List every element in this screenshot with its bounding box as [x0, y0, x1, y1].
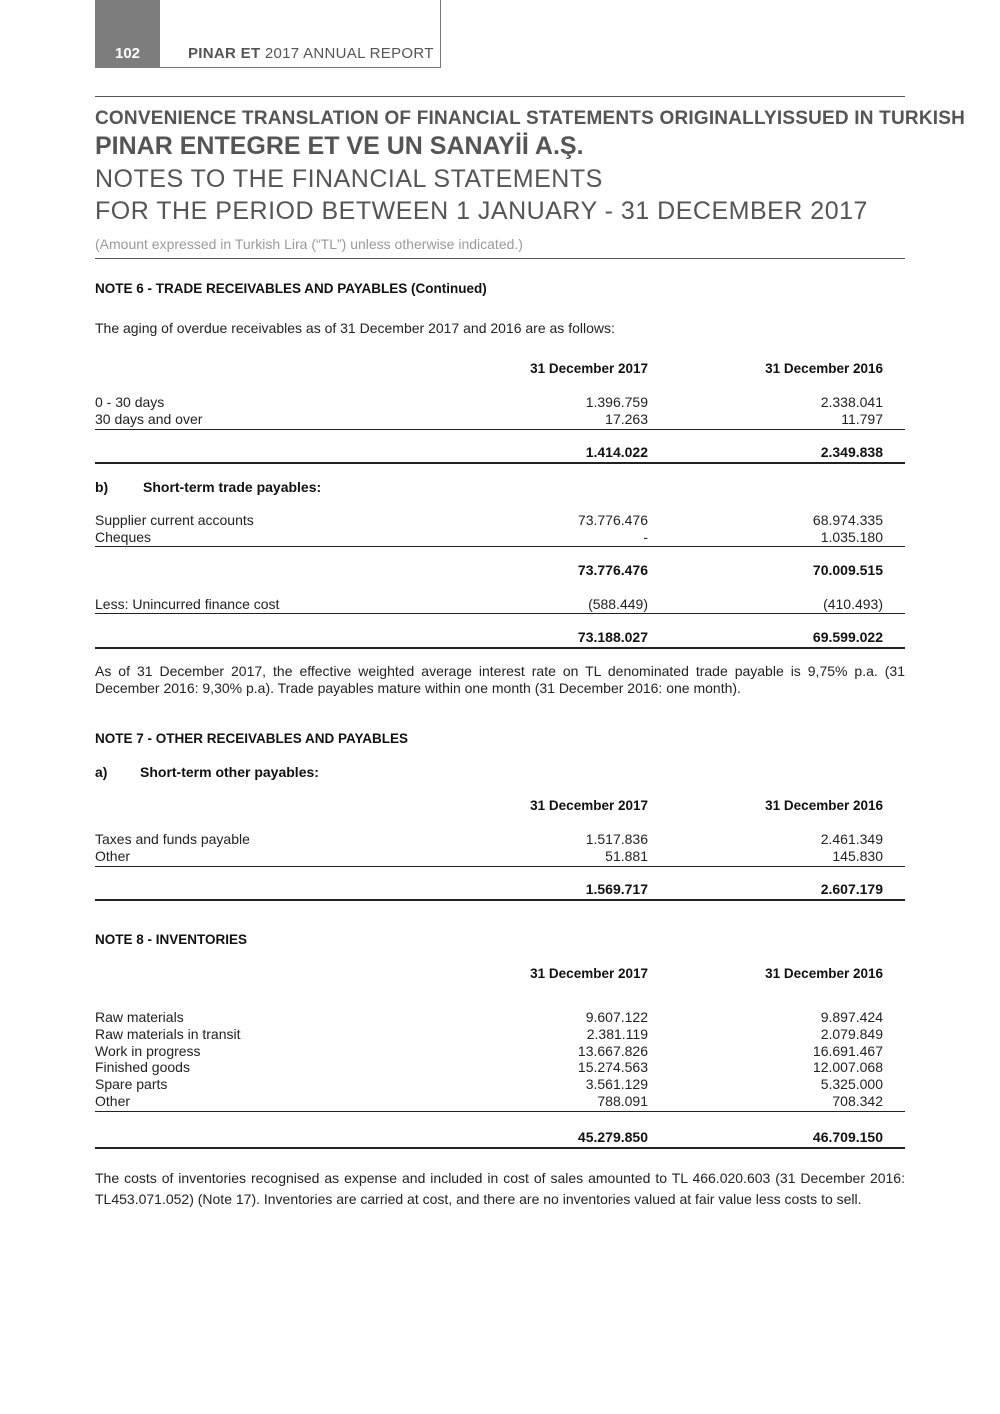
value-2017: 2.381.119: [586, 1026, 648, 1042]
table-divider: [95, 866, 905, 867]
total-2017: 45.279.850: [577, 1129, 648, 1145]
value-2017: 13.667.826: [577, 1043, 648, 1059]
total-2017: 1.569.717: [585, 881, 648, 897]
note6-footnote: As of 31 December 2017, the effective weighted average interest rate on TL denominated trade payable is 9,75% p.a. (31 December 2016: 9,30% p.a). Trade payables mature within one month (31 December 2016: one month).: [95, 663, 905, 696]
total-row: [95, 629, 905, 646]
note8-footnote: The costs of inventories recognised as expense and included in cost of sales amounted to TL 466.020.603 (31 December 2016: TL453.071.052) (Note 17). Inventories are carried at cost, and there are no inventories valued at fair value less costs to sell.: [95, 1170, 905, 1207]
table-row: [95, 1009, 905, 1026]
table-divider: [95, 429, 905, 430]
total-2016: 2.607.179: [820, 881, 883, 897]
report-title-text: 2017 ANNUAL REPORT: [264, 45, 434, 62]
sub-title: Short-term other payables:: [140, 764, 319, 780]
col-header-2016: 31 December 2016: [765, 798, 883, 813]
table-divider: [95, 613, 905, 614]
value-2016: 68.974.335: [812, 512, 883, 528]
value-2017: (588.449): [588, 596, 648, 612]
table-row: [95, 1059, 905, 1076]
row-label: Other: [95, 1093, 131, 1109]
value-2016: 708.342: [832, 1093, 883, 1109]
table-row: [95, 1026, 905, 1043]
period-title: FOR THE PERIOD BETWEEN 1 JANUARY - 31 DECEMBER 2017: [95, 197, 868, 225]
value-2017: 15.274.563: [577, 1059, 648, 1075]
total-2016: 46.709.150: [812, 1129, 883, 1145]
table-row: [95, 1043, 905, 1060]
row-label: Raw materials in transit: [95, 1026, 241, 1042]
col-header-2016: 31 December 2016: [765, 361, 883, 376]
value-2017: 3.561.129: [585, 1076, 648, 1092]
report-title: [188, 45, 434, 62]
table-row: [95, 831, 905, 848]
table-row: [95, 411, 905, 428]
table-double-divider: [95, 647, 905, 649]
table-row: [95, 1093, 905, 1110]
row-label: Supplier current accounts: [95, 512, 254, 528]
value-2016: 11.797: [841, 411, 883, 427]
total-2017: 1.414.022: [585, 444, 648, 460]
total-row: [95, 881, 905, 898]
subtotal-2016: 70.009.515: [812, 562, 883, 578]
amount-note: (Amount expressed in Turkish Lira (“TL”) unless otherwise indicated.): [95, 236, 523, 252]
total-2016: 2.349.838: [820, 444, 883, 460]
col-header-2017: 31 December 2017: [530, 361, 648, 376]
company-name: PINAR ENTEGRE ET VE UN SANAYİİ A.Ş.: [95, 132, 584, 160]
report-brand: PINAR ET: [188, 45, 261, 62]
table-divider: [95, 1111, 905, 1112]
row-label: Finished goods: [95, 1059, 190, 1075]
value-2016: 2.079.849: [820, 1026, 883, 1042]
row-label: Cheques: [95, 529, 152, 545]
table-double-divider: [95, 462, 905, 464]
value-2016: (410.493): [823, 596, 883, 612]
table-double-divider: [95, 899, 905, 901]
table-row: [95, 529, 905, 546]
table-row: [95, 848, 905, 865]
value-2017: 1.517.836: [585, 831, 648, 847]
title-divider: [95, 258, 905, 259]
note7-title: NOTE 7 - OTHER RECEIVABLES AND PAYABLES: [95, 731, 409, 746]
row-label: Raw materials: [95, 1009, 184, 1025]
value-2017: 788.091: [597, 1093, 648, 1109]
note6-intro: The aging of overdue receivables as of 31 December 2017 and 2016 are as follows:: [95, 320, 615, 336]
value-2017: 1.396.759: [585, 394, 648, 410]
sub-letter: b): [95, 479, 109, 495]
row-label: Other: [95, 848, 131, 864]
col-header-2017: 31 December 2017: [530, 798, 648, 813]
value-2016: 1.035.180: [820, 529, 883, 545]
notes-title: NOTES TO THE FINANCIAL STATEMENTS: [95, 165, 603, 193]
table-row: [95, 512, 905, 529]
sub-letter: a): [95, 764, 108, 780]
value-2016: 2.461.349: [820, 831, 883, 847]
sub-title: Short-term trade payables:: [143, 479, 322, 495]
value-2017: -: [643, 529, 648, 545]
value-2017: 17.263: [605, 411, 648, 427]
row-label: 30 days and over: [95, 411, 203, 427]
col-header-2016: 31 December 2016: [765, 966, 883, 981]
table-divider: [95, 546, 905, 547]
value-2016: 9.897.424: [820, 1009, 883, 1025]
table-row: [95, 596, 905, 613]
table-double-divider: [95, 1147, 905, 1149]
payables-subheading: [95, 479, 321, 495]
value-2016: 5.325.000: [820, 1076, 883, 1092]
page-number: 102: [95, 0, 160, 68]
other-payables-subheading: [95, 764, 319, 780]
value-2016: 16.691.467: [812, 1043, 883, 1059]
table-row: [95, 1076, 905, 1093]
header-divider: [95, 96, 905, 97]
value-2017: 9.607.122: [585, 1009, 648, 1025]
value-2017: 73.776.476: [577, 512, 648, 528]
note8-title: NOTE 8 - INVENTORIES: [95, 932, 248, 947]
row-label: Spare parts: [95, 1076, 168, 1092]
total-2016: 69.599.022: [812, 629, 883, 645]
value-2016: 2.338.041: [820, 394, 883, 410]
total-row: [95, 444, 905, 461]
row-label: Taxes and funds payable: [95, 831, 250, 847]
total-row: [95, 1129, 905, 1146]
total-2017: 73.188.027: [577, 629, 648, 645]
row-label: Work in progress: [95, 1043, 201, 1059]
subtotal-2017: 73.776.476: [577, 562, 648, 578]
subtotal-row: [95, 562, 905, 579]
convenience-translation-heading: CONVENIENCE TRANSLATION OF FINANCIAL STATEMENTS ORIGINALLYISSUED IN TURKISH: [95, 108, 966, 129]
row-label: 0 - 30 days: [95, 394, 165, 410]
value-2017: 51.881: [605, 848, 648, 864]
row-label: Less: Unincurred finance cost: [95, 596, 280, 612]
table-row: [95, 394, 905, 411]
col-header-2017: 31 December 2017: [530, 966, 648, 981]
value-2016: 12.007.068: [812, 1059, 883, 1075]
note6-title: NOTE 6 - TRADE RECEIVABLES AND PAYABLES (Continued): [95, 281, 487, 296]
value-2016: 145.830: [832, 848, 883, 864]
